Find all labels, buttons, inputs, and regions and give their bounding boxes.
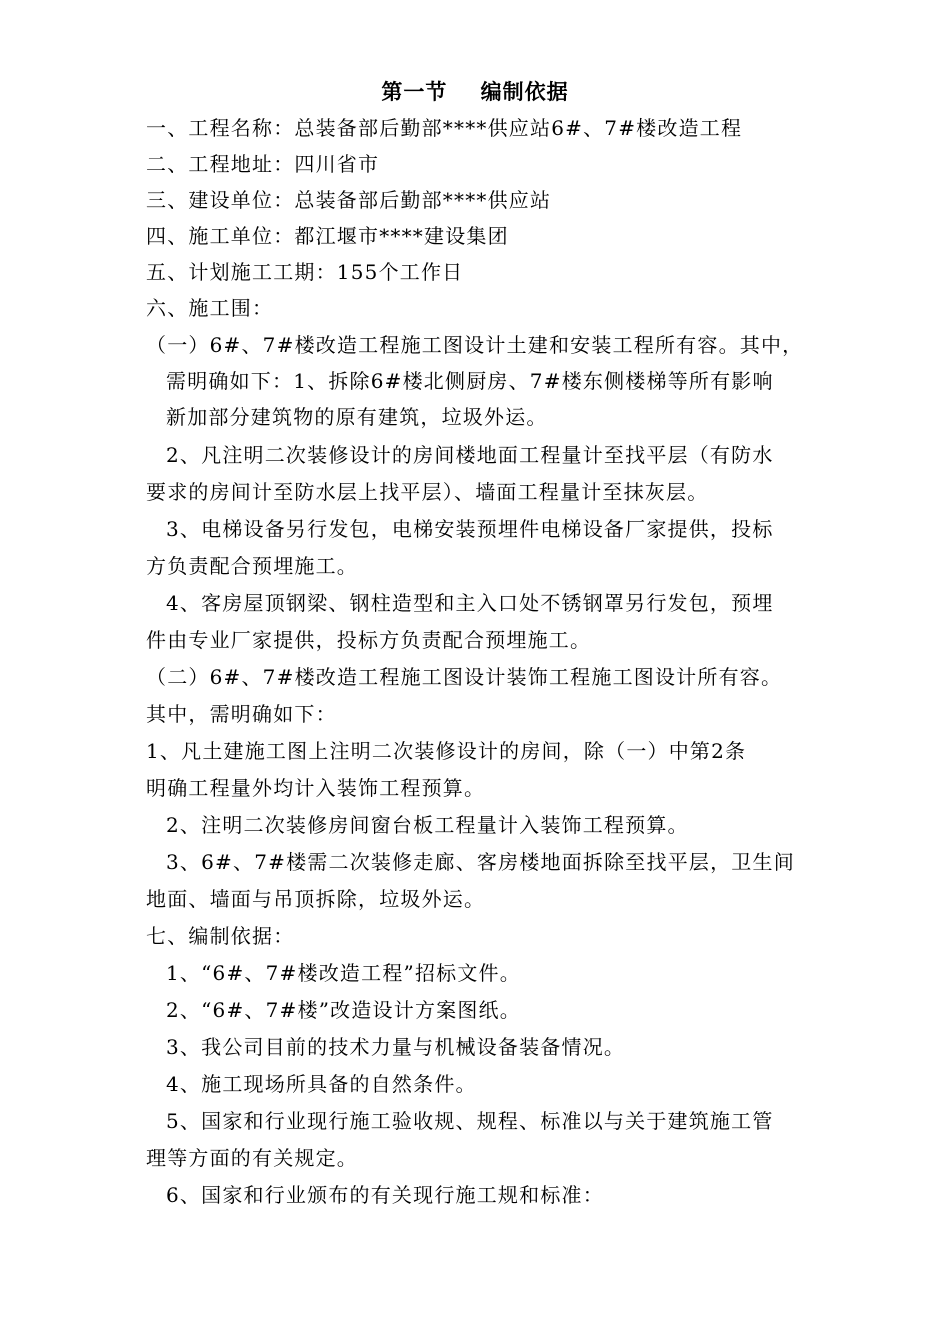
scope-item-1-line: （一）6#、7#楼改造工程施工图设计土建和安装工程所有容。其中， [146, 333, 804, 357]
project-name-line: 一、工程名称：总装备部后勤部****供应站6#、7#楼改造工程 [146, 116, 743, 140]
paragraph-line: 2、凡注明二次装修设计的房间楼地面工程量计至找平层（有防水 [166, 443, 774, 467]
basis-item: 理等方面的有关规定。 [146, 1146, 358, 1170]
client-line: 三、建设单位：总装备部后勤部****供应站 [146, 188, 552, 212]
paragraph-line: 4、客房屋顶钢梁、钢柱造型和主入口处不锈钢罩另行发包，预埋 [166, 591, 774, 615]
schedule-line: 五、计划施工工期：155个工作日 [146, 260, 464, 284]
paragraph-line: 2、注明二次装修房间窗台板工程量计入装饰工程预算。 [166, 813, 689, 837]
scope-item-1-line: 需明确如下：1、拆除6#楼北侧厨房、7#楼东侧楼梯等所有影响 [166, 369, 774, 393]
paragraph-line: 3、电梯设备另行发包，电梯安装预埋件电梯设备厂家提供，投标 [166, 517, 774, 541]
paragraph-line: 1、凡土建施工图上注明二次装修设计的房间，除（一）中第2条 [146, 739, 747, 763]
paragraph-line: 要求的房间计至防水层上找平层）、墙面工程量计至抹灰层。 [146, 480, 709, 504]
scope-item-1-line: 新加部分建筑物的原有建筑，垃圾外运。 [166, 405, 548, 429]
scope-heading: 六、施工围： [146, 296, 274, 320]
scope-item-2-line: 其中，需明确如下： [146, 702, 337, 726]
paragraph-line: 方负责配合预埋施工。 [146, 554, 358, 578]
basis-item: 5、国家和行业现行施工验收规、规程、标准以与关于建筑施工管 [166, 1109, 774, 1133]
paragraph-line: 地面、墙面与吊顶拆除，垃圾外运。 [146, 887, 486, 911]
contractor-line: 四、施工单位：都江堰市****建设集团 [146, 224, 509, 248]
basis-item: 4、施工现场所具备的自然条件。 [166, 1072, 477, 1096]
basis-heading: 七、编制依据： [146, 924, 295, 948]
section-title: 第一节 编制依据 [381, 79, 569, 104]
project-address-line: 二、工程地址：四川省市 [146, 152, 380, 176]
paragraph-line: 3、6#、7#楼需二次装修走廊、客房楼地面拆除至找平层，卫生间 [166, 850, 795, 874]
basis-item: 3、我公司目前的技术力量与机械设备装备情况。 [166, 1035, 626, 1059]
paragraph-line: 件由专业厂家提供，投标方负责配合预埋施工。 [146, 628, 592, 652]
scope-item-2-line: （二）6#、7#楼改造工程施工图设计装饰工程施工图设计所有容。 [146, 665, 783, 689]
basis-item: 2、“6#、7#楼”改造设计方案图纸。 [166, 998, 521, 1022]
basis-item: 6、国家和行业颁布的有关现行施工规和标准： [166, 1183, 604, 1207]
paragraph-line: 明确工程量外均计入装饰工程预算。 [146, 776, 486, 800]
basis-item: 1、“6#、7#楼改造工程”招标文件。 [166, 961, 521, 985]
